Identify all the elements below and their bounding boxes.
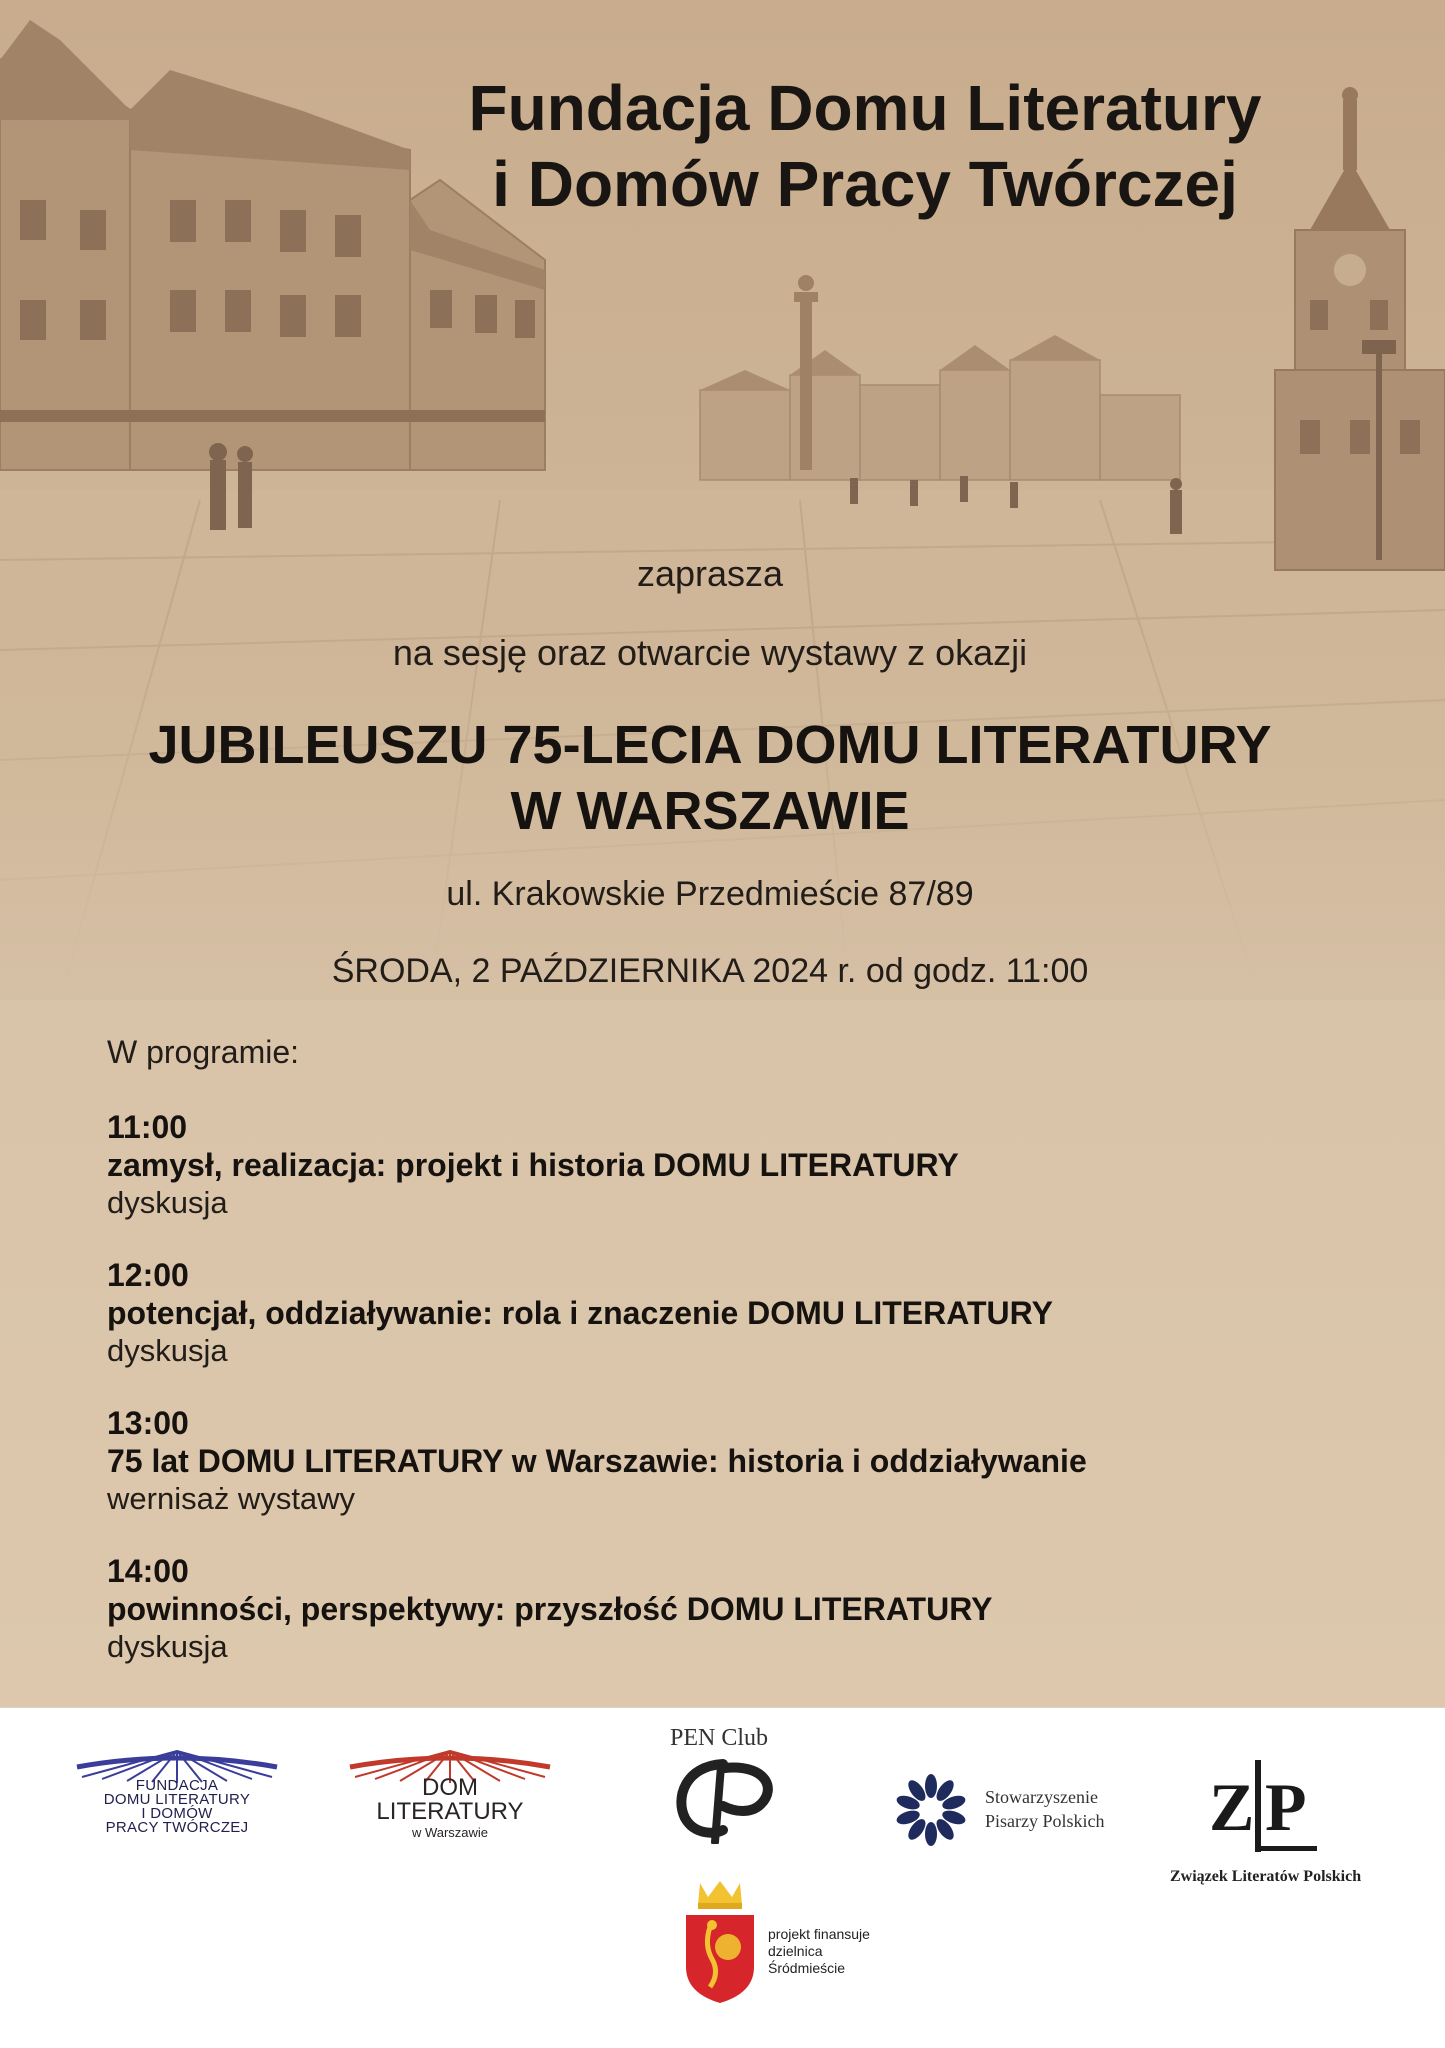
program-session [107,1552,1387,1666]
fundacja-logo [72,1745,282,1845]
dom-literatury-logo [345,1745,555,1845]
session-topic: 75 lat DOMU LITERATURY w Warszawie: historia i oddziaływanie [107,1443,1087,1479]
session-type: dyskusja [107,1333,228,1368]
program-session [107,1256,1387,1370]
fundacja-logo-line: PRACY TWÓRCZEJ [105,1819,249,1836]
fundacja-logo-line: FUNDACJA [135,1777,219,1794]
spp-name-line: Stowarzyszenie [985,1787,1098,1807]
warsaw-funding-line: projekt finansuje [768,1926,870,1942]
session-topic: potencjał, oddziaływanie: rola i znaczenie DOMU LITERATURY [107,1295,1053,1331]
event-headline-line-1: JUBILEUSZU 75-LECIA DOMU LITERATURY [148,715,1272,775]
event-date: ŚRODA, 2 PAŹDZIERNIKA 2024 r. od godz. 11:00 [331,952,1089,990]
session-type: dyskusja [107,1185,228,1220]
invites-text: zaprasza [636,553,784,594]
spp-star-icon [893,1772,969,1848]
session-type: dyskusja [107,1629,228,1664]
dom-logo-line: w Warszawie [411,1825,489,1840]
session-time: 13:00 [107,1405,189,1441]
session-topic: powinności, perspektywy: przyszłość DOMU LITERATURY [107,1591,993,1627]
event-address: ul. Krakowskie Przedmieście 87/89 [446,875,974,913]
organizer-title-line-2: i Domów Pracy Twórczej [492,148,1238,220]
dom-logo-line: DOM [422,1774,478,1801]
warsaw-funding-text [768,1926,870,1977]
session-topic: zamysł, realizacja: projekt i historia DOMU LITERATURY [107,1147,959,1183]
zlp-logo-mark [1205,1758,1325,1858]
fundacja-logo-line: DOMU LITERATURY [103,1791,251,1808]
occasion-text: na sesję oraz otwarcie wystawy z okazji [392,632,1028,673]
dom-logo-line: LITERATURY [376,1798,524,1825]
zlp-caption: Związek Literatów Polskich [1170,1868,1362,1885]
pen-club-label: PEN Club [670,1725,769,1751]
fundacja-logo-line: I DOMÓW [141,1805,213,1822]
pen-club-logo-icon [665,1758,785,1844]
session-time: 12:00 [107,1257,189,1293]
svg-text:P: P [1265,1769,1307,1845]
warsaw-funding-line: dzielnica [768,1943,823,1959]
warsaw-coat-of-arms-icon [680,1875,760,2005]
session-time: 11:00 [107,1109,188,1145]
event-headline-line-2: W WARSZAWIE [510,781,910,841]
program-session [107,1108,1387,1222]
warsaw-funding-line: Śródmieście [768,1960,846,1976]
spp-name-line: Pisarzy Polskich [985,1811,1105,1831]
program-label: W programie: [107,1034,300,1070]
organizer-title-line-1: Fundacja Domu Literatury [468,72,1262,144]
session-time: 14:00 [107,1553,189,1589]
session-type: wernisaż wystawy [107,1481,356,1516]
spp-name [985,1785,1105,1833]
svg-text:Z: Z [1209,1769,1255,1845]
program-session [107,1404,1387,1518]
